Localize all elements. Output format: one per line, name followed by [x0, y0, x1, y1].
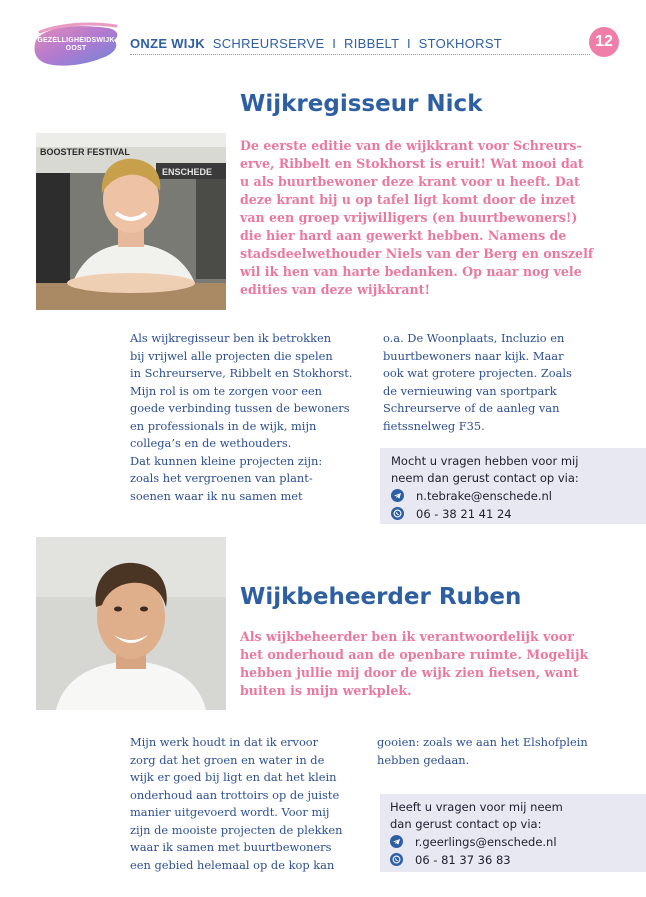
ruben-column-2 [377, 734, 588, 769]
body-line: zorg dat het groen en water in de [130, 752, 325, 767]
body-line: in Schreurserve, Ribbelt en Stokhorst. [130, 366, 353, 380]
intro-line: Als wijkbeheerder ben ik verantwoordelijk voor [240, 629, 574, 644]
contact-phone[interactable]: 06 - 38 21 41 24 [416, 507, 512, 521]
intro-line: buiten is mijn werkplek. [240, 683, 412, 698]
nick-photo [36, 133, 226, 310]
body-line: goede verbinding tussen de bewoners [130, 401, 350, 415]
nick-column-1 [130, 330, 352, 505]
page-number-badge: 12 [589, 27, 619, 57]
telegram-icon [390, 835, 403, 848]
ruben-column-1 [130, 734, 342, 874]
whatsapp-icon [391, 507, 404, 520]
nick-heading: Wijkregisseur Nick [240, 91, 483, 117]
body-line: bij vrijwel alle projecten die spelen [130, 348, 333, 363]
ruben-intro [240, 628, 588, 700]
intro-line: De eerste editie van de wijkkrant voor Schreurs- [240, 138, 582, 153]
nick-photo-image [36, 133, 226, 310]
telegram-icon [391, 489, 404, 502]
body-line: Mijn werk houdt in dat ik ervoor [130, 735, 319, 749]
intro-line: van een groep vrijwilligers (en buurtbewoners!) [240, 210, 578, 225]
body-line: onderhoud aan trottoirs op de juiste [130, 787, 340, 802]
body-line: Dat kunnen kleine projecten zijn: [130, 453, 323, 468]
contact-phone-row [391, 506, 512, 523]
body-line: Mijn rol is om te zorgen voor een [130, 383, 323, 398]
contact-phone[interactable]: 06 - 81 37 36 83 [415, 853, 511, 867]
ruben-contact-box [380, 794, 646, 872]
ruben-heading: Wijkbeheerder Ruben [240, 584, 522, 610]
header-divider [130, 54, 590, 55]
contact-title-2: dan gerust contact op via: [390, 817, 542, 831]
body-line: buurtbewoners naar kijk. Maar [383, 348, 564, 363]
contact-email[interactable]: r.geerlings@enschede.nl [415, 835, 557, 849]
body-line: manier uitgevoerd wordt. Voor mij [130, 805, 330, 819]
intro-line: wil ik hen van harte bedanken. Op naar nog vele [240, 264, 582, 279]
whatsapp-icon [390, 853, 403, 866]
contact-email-row [390, 834, 557, 851]
logo-line-2: OOST [65, 45, 87, 52]
photo-sign-1: BOOSTER FESTIVAL [40, 147, 130, 157]
body-line: zijn de mooiste projecten de plekken [130, 822, 343, 837]
body-line: gooien: zoals we aan het Elshofplein [377, 735, 588, 749]
intro-line: hebben jullie mij door de wijk zien fietsen, want [240, 665, 579, 680]
body-line: ook wat grotere projecten. Zoals [383, 366, 572, 380]
nick-column-2 [383, 330, 572, 435]
intro-line: edities van deze wijkkrant! [240, 282, 431, 297]
contact-title-1: Heeft u vragen voor mij neem [390, 800, 563, 814]
contact-email-row [391, 488, 552, 505]
body-line: soenen waar ik nu samen met [130, 488, 303, 503]
body-line: hebben gedaan. [377, 752, 470, 767]
ruben-photo-image [36, 537, 226, 710]
intro-line: die hier hard aan gewerkt hebben. Namens de [240, 228, 567, 243]
contact-phone-row [390, 852, 511, 869]
contact-email[interactable]: n.tebrake@enschede.nl [416, 489, 552, 503]
intro-line: deze krant bij u op tafel ligt komt door de inzet [240, 192, 576, 207]
body-line: Schreurserve of de aanleg van [383, 401, 560, 415]
body-line: fietssnelweg F35. [383, 418, 485, 433]
body-line: en professionals in de wijk, mijn [130, 418, 317, 433]
intro-line: het onderhoud aan de openbare ruimte. Mogelijk [240, 647, 589, 662]
body-line: o.a. De Woonplaats, Incluzio en [383, 331, 565, 345]
section-title: ONZE WIJK [130, 36, 205, 51]
area-names: SCHREURSERVE I RIBBELT I STOKHORST [212, 36, 503, 51]
logo-line-1: GEZELLIGHEIDSWIJK [37, 37, 115, 44]
body-line: zoals het vergroenen van plant- [130, 471, 313, 485]
page-header [130, 36, 502, 51]
nick-intro [240, 137, 593, 299]
photo-sign-2: ENSCHEDE [162, 167, 213, 177]
body-line: waar ik samen met buurtbewoners [130, 840, 332, 854]
intro-line: u als buurtbewoner deze krant voor u heeft. Dat [240, 174, 580, 189]
body-line: Als wijkregisseur ben ik betrokken [130, 331, 332, 345]
body-line: een gebied helemaal op de kop kan [130, 857, 335, 872]
ruben-photo [36, 537, 226, 710]
nick-contact-box [380, 448, 646, 524]
contact-title-1: Mocht u vragen hebben voor mij [391, 454, 579, 468]
body-line: collega’s en de wethouders. [130, 436, 292, 450]
body-line: wijk er goed bij ligt en dat het klein [130, 770, 337, 784]
logo-text [34, 37, 118, 53]
body-line: de vernieuwing van sportpark [383, 383, 557, 398]
intro-line: erve, Ribbelt en Stokhorst is eruit! Wat mooi dat [240, 156, 584, 171]
contact-title-2: neem dan gerust contact op via: [391, 471, 579, 485]
intro-line: stadsdeelwethouder Niels van der Berg en onszelf [240, 246, 594, 261]
